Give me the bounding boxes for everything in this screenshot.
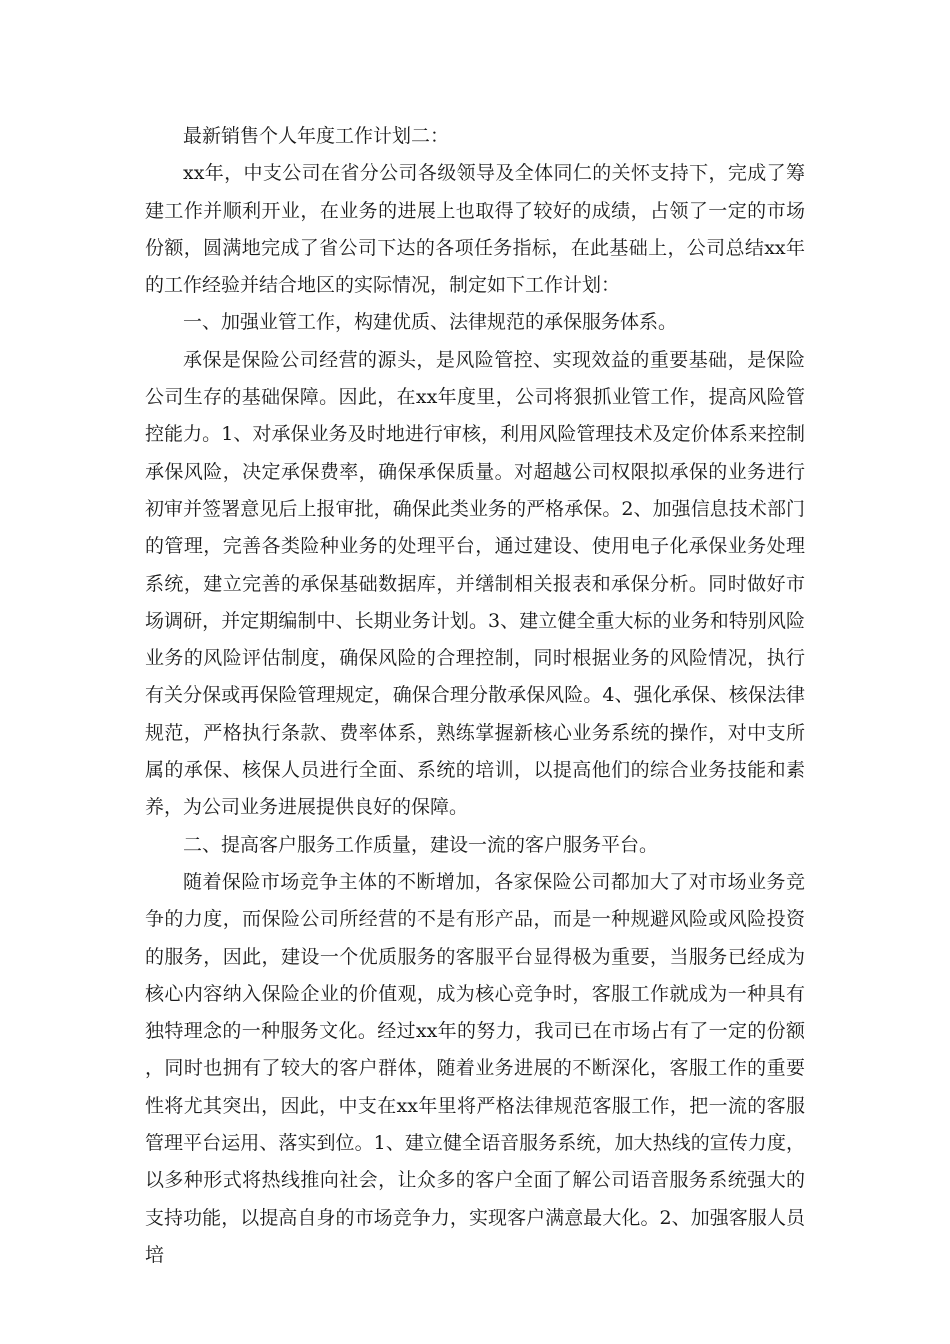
section-title: 最新销售个人年度工作计划二： (183, 125, 450, 147)
underwriting-paragraph: 承保是保险公司经营的源头，是风险管控、实现效益的重要基础，是保险公司生存的基础保障。因此，在xx年度里，公司将狠抓业管工作，提高风险管控能力。1、对承保业务及时地进行审核，利用风险管理技术及定价体系来控制承保风险，决定承保费率，确保承保质量。对超越公司权限拟承保的业务进行初审并签署意见后上报审批，确保此类业务的严格承保。2、加强信息技术部门的管理，完善各类险种业务的处理平台，通过建设、使用电子化承保业务处理系统，建立完善的承保基础数据库，并缮制相关报表和承保分析。同时做好市场调研，并定期编制中、长期业务计划。3、建立健全重大标的业务和特别风险业务的风险评估制度，确保风险的合理控制，同时根据业务的风险情况，执行有关分保或再保险管理规定，确保合理分散承保风险。4、强化承保、核保法律规范，严格执行条款、费率体系，熟练掌握新核心业务系统的操作，对中支所属的承保、核保人员进行全面、系统的培训，以提高他们的综合业务技能和素养，为公司业务进展提供良好的保障。 (145, 348, 805, 819)
heading-one: 一、加强业管工作，构建优质、法律规范的承保服务体系。 (183, 311, 678, 334)
customer-service-paragraph: 随着保险市场竞争主体的不断增加，各家保险公司都加大了对市场业务竞争的力度，而保险公司所经营的不是有形产品，而是一种规避风险或风险投资的服务，因此，建设一个优质服务的客服平台显得极为重要，当服务已经成为核心内容纳入保险企业的价值观，成为核心竞争时，客服工作就成为一种具有独特理念的一种服务文化。经过xx年的努力，我司已在市场占有了一定的份额，同时也拥有了较大的客户群体，随着业务进展的不断深化，客服工作的重要性将尤其突出，因此，中支在xx年里将严格法律规范客服工作，把一流的客服管理平台运用、落实到位。1、建立健全语音服务系统，加大热线的宣传力度，以多种形式将热线推向社会，让众多的客户全面了解公司语音服务系统强大的支持功能，以提高自身的市场竞争力，实现客户满意最大化。2、加强客服人员培 (145, 870, 805, 1266)
heading-two: 二、提高客户服务工作质量，建设一流的客户服务平台。 (183, 833, 659, 856)
document-body (145, 118, 805, 1274)
intro-paragraph: xx年，中支公司在省分公司各级领导及全体同仁的关怀支持下，完成了筹建工作并顺利开业，在业务的进展上也取得了较好的成绩，占领了一定的市场份额，圆满地完成了省公司下达的各项任务指标，在此基础上，公司总结xx年的工作经验并结合地区的实际情况，制定如下工作计划： (145, 162, 805, 297)
